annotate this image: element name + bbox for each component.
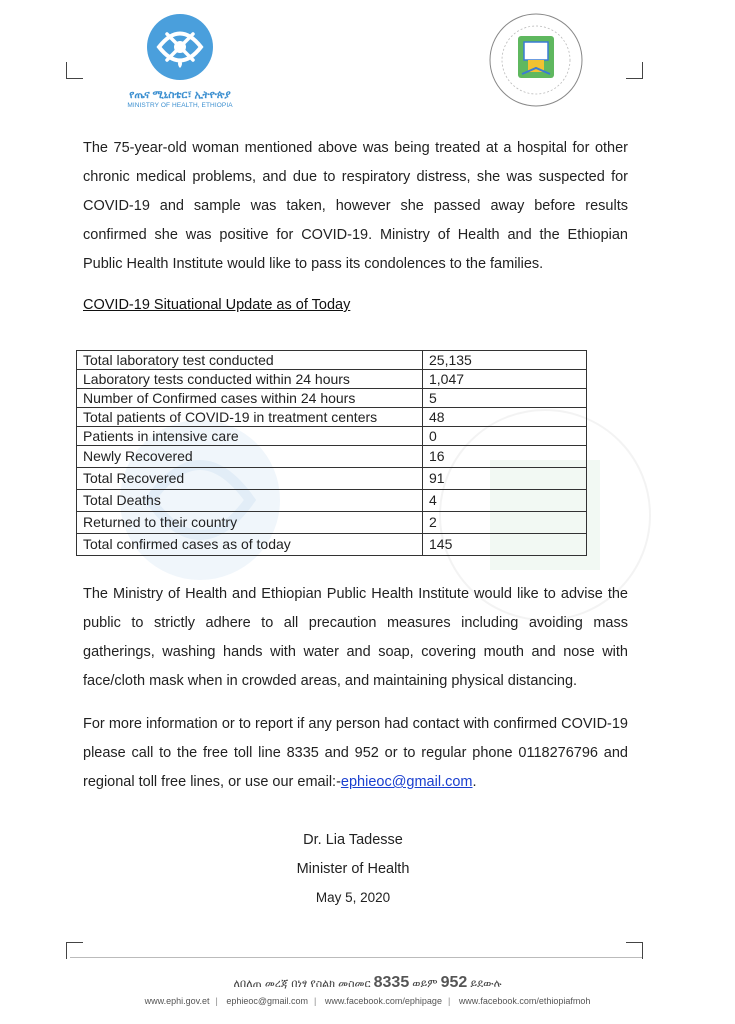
table-row bbox=[77, 427, 587, 446]
footer-rule bbox=[70, 957, 642, 958]
table-cell-label: Returned to their country bbox=[77, 512, 423, 534]
table-cell-value: 1,047 bbox=[423, 370, 587, 389]
contact-end: . bbox=[472, 774, 477, 790]
table-cell-value: 5 bbox=[423, 389, 587, 408]
moh-name-amharic: የጤና ሚኒስቴር፣ ኢትዮጵያ bbox=[129, 89, 231, 101]
footer-amharic-prefix: ለበለጠ መረጃ በነፃ የስልክ መስመር bbox=[233, 978, 371, 990]
paragraph-contact bbox=[83, 710, 628, 797]
table-cell-value: 145 bbox=[423, 534, 587, 556]
footer-hotline bbox=[0, 974, 735, 992]
table-row bbox=[77, 389, 587, 408]
footer-hotline-8335: 8335 bbox=[373, 974, 410, 991]
footer-amharic-suffix: ይደውሉ bbox=[470, 978, 502, 990]
ephi-seal-icon bbox=[488, 12, 584, 108]
table-cell-value: 4 bbox=[423, 490, 587, 512]
table-cell-label: Patients in intensive care bbox=[77, 427, 423, 446]
footer-link-ephi-site[interactable]: www.ephi.gov.et bbox=[144, 996, 210, 1006]
signature-date: May 5, 2020 bbox=[315, 890, 391, 905]
contact-text: For more information or to report if any person had contact with confirmed COVID-19 please call to the free toll line 8335 and 952 or to regular phone 0118276796 and regional toll free lines, or use our email:- bbox=[83, 716, 628, 790]
table-row bbox=[77, 490, 587, 512]
table-cell-value: 16 bbox=[423, 446, 587, 468]
table-row bbox=[77, 512, 587, 534]
table-cell-label: Total laboratory test conducted bbox=[77, 351, 423, 370]
table-cell-label: Total Deaths bbox=[77, 490, 423, 512]
table-cell-label: Laboratory tests conducted within 24 hours bbox=[77, 370, 423, 389]
corner-mark-top-left bbox=[66, 62, 83, 79]
covid-stats-table bbox=[76, 350, 587, 556]
table-row bbox=[77, 534, 587, 556]
footer-hotline-952: 952 bbox=[440, 974, 468, 991]
table-cell-value: 48 bbox=[423, 408, 587, 427]
table-cell-label: Newly Recovered bbox=[77, 446, 423, 468]
table-row bbox=[77, 351, 587, 370]
paragraph-advice: The Ministry of Health and Ethiopian Public Health Institute would like to advise the public to strictly adhere to all precaution measures including avoiding mass gatherings, washing hands with water and soap, covering mouth and nose with face/cloth mask when in crowded areas, and maintaining physical distancing. bbox=[83, 586, 628, 689]
section-heading: COVID-19 Situational Update as of Today bbox=[83, 297, 351, 313]
table-row bbox=[77, 446, 587, 468]
paragraph-condolences: The 75-year-old woman mentioned above was being treated at a hospital for other chronic medical problems, and due to respiratory distress, she was suspected for COVID-19 and sample was taken, however she passed away before results confirmed she was positive for COVID-19. Ministry of Health and the Ethiopian Public Health Institute would like to pass its condolences to the families. bbox=[83, 140, 628, 272]
moh-name-english: MINISTRY OF HEALTH, ETHIOPIA bbox=[127, 102, 233, 109]
table-cell-label: Total confirmed cases as of today bbox=[77, 534, 423, 556]
footer-link-facebook-ephi[interactable]: www.facebook.com/ephipage bbox=[324, 996, 442, 1006]
table-cell-value: 0 bbox=[423, 427, 587, 446]
table-cell-label: Total Recovered bbox=[77, 468, 423, 490]
table-cell-value: 25,135 bbox=[423, 351, 587, 370]
footer-amharic-or: ወይም bbox=[412, 978, 438, 990]
signature-title: Minister of Health bbox=[296, 861, 410, 877]
table-row bbox=[77, 370, 587, 389]
table-row bbox=[77, 408, 587, 427]
contact-email-link[interactable]: ephieoc@gmail.com bbox=[340, 774, 473, 790]
table-cell-value: 2 bbox=[423, 512, 587, 534]
footer-links: www.ephi.gov.et | ephieoc@gmail.com | www.facebook.com/ephipage | www.facebook.com/ethiopiafmoh bbox=[144, 996, 591, 1006]
table-cell-value: 91 bbox=[423, 468, 587, 490]
table-row bbox=[77, 468, 587, 490]
corner-mark-top-right bbox=[626, 62, 643, 79]
footer-link-facebook-fmoh[interactable]: www.facebook.com/ethiopiafmoh bbox=[458, 996, 591, 1006]
moh-emblem-icon bbox=[145, 12, 215, 82]
table-cell-label: Number of Confirmed cases within 24 hours bbox=[77, 389, 423, 408]
signature-name: Dr. Lia Tadesse bbox=[303, 832, 403, 848]
footer-link-email[interactable]: ephieoc@gmail.com bbox=[226, 996, 309, 1006]
moh-logo bbox=[125, 12, 235, 109]
table-cell-label: Total patients of COVID-19 in treatment centers bbox=[77, 408, 423, 427]
